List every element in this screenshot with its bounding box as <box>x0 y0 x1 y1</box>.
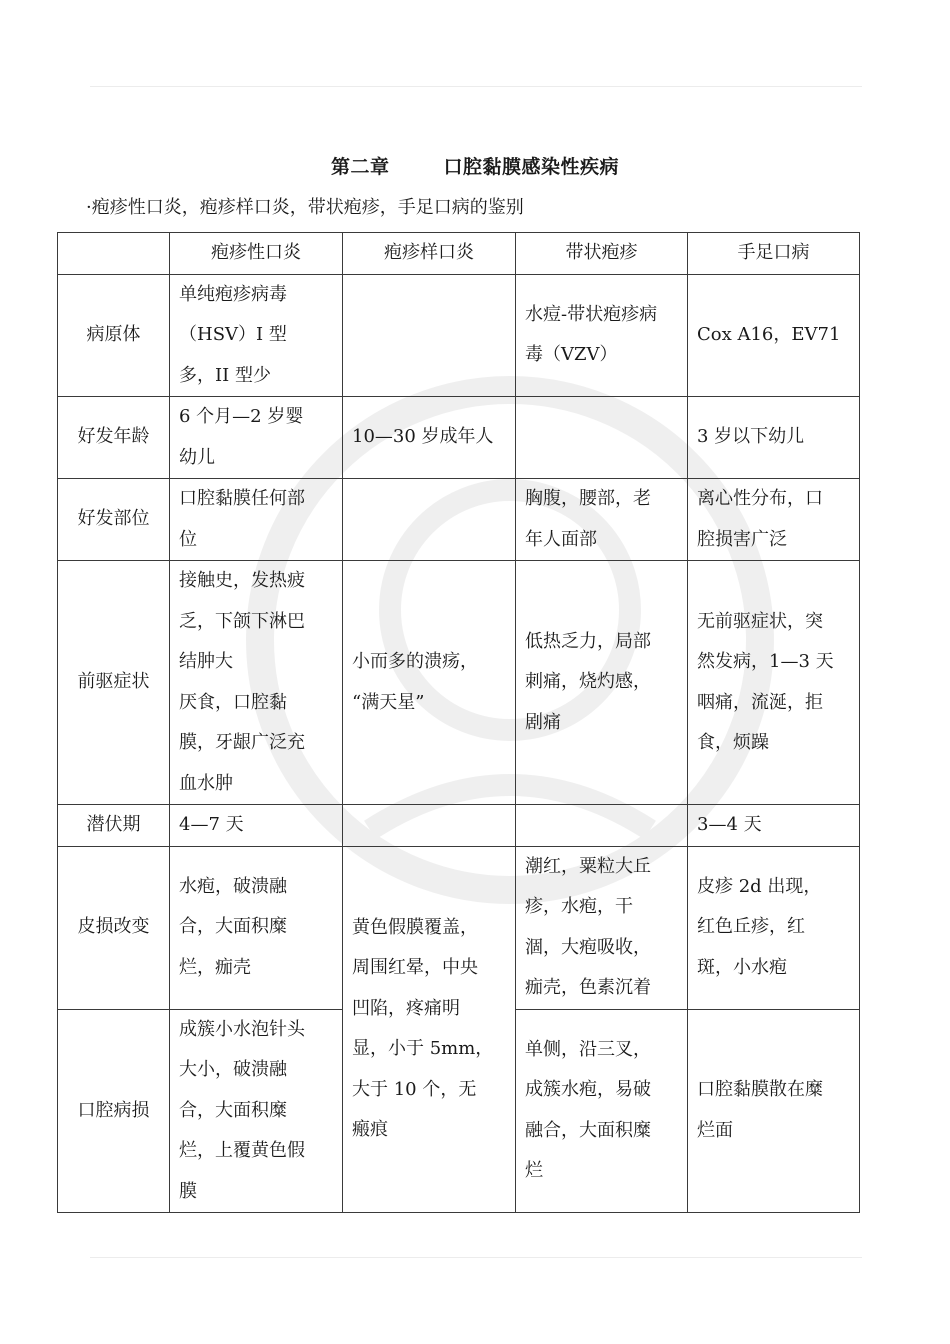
table-cell: 口腔黏膜任何部 位 <box>170 479 343 561</box>
table-cell <box>516 397 688 479</box>
table-cell: 10—30 岁成年人 <box>343 397 516 479</box>
table-cell: 皮疹 2d 出现， 红色丘疹，红 斑，小水疱 <box>688 846 860 1009</box>
comparison-table <box>57 232 860 1213</box>
table-row <box>58 479 860 561</box>
header-corner <box>58 233 170 275</box>
header-hfmd: 手足口病 <box>688 233 860 275</box>
table-cell: 3—4 天 <box>688 805 860 847</box>
table-cell: 口腔黏膜散在糜 烂面 <box>688 1009 860 1213</box>
row-label: 口腔病损 <box>58 1009 170 1213</box>
table-cell-merged: 黄色假膜覆盖， 周围红晕，中央 凹陷，疼痛明 显，小于 5mm， 大于 10 个，无 瘢痕 <box>343 846 516 1213</box>
header-rule <box>90 86 862 87</box>
table-cell: 离心性分布，口 腔损害广泛 <box>688 479 860 561</box>
table-cell: 3 岁以下幼儿 <box>688 397 860 479</box>
table-row <box>58 561 860 805</box>
header-herpetic: 疱疹性口炎 <box>170 233 343 275</box>
table-cell: 4—7 天 <box>170 805 343 847</box>
table-cell <box>516 805 688 847</box>
table-cell: Cox A16，EV71 <box>688 274 860 397</box>
table-cell: 潮红，粟粒大丘 疹，水疱，干 涸，大疱吸收， 痂壳，色素沉着 <box>516 846 688 1009</box>
table-cell <box>343 479 516 561</box>
table-cell: 接触史，发热疲 乏，下颌下淋巴 结肿大 厌食，口腔黏 膜，牙龈广泛充 血水肿 <box>170 561 343 805</box>
chapter-name: 口腔黏膜感染性疾病 <box>443 156 620 178</box>
chapter-number: 第二章 <box>330 156 390 178</box>
table-cell: 水疱，破溃融 合，大面积糜 烂，痂壳 <box>170 846 343 1009</box>
table-row <box>58 805 860 847</box>
table-cell: 成簇小水泡针头 大小，破溃融 合，大面积糜 烂，上覆黄色假 膜 <box>170 1009 343 1213</box>
table-row <box>58 397 860 479</box>
table-cell: 胸腹，腰部，老 年人面部 <box>516 479 688 561</box>
table-cell: 6 个月—2 岁婴 幼儿 <box>170 397 343 479</box>
table-cell <box>343 274 516 397</box>
row-label: 潜伏期 <box>58 805 170 847</box>
row-label: 前驱症状 <box>58 561 170 805</box>
row-label: 皮损改变 <box>58 846 170 1009</box>
table-cell: 无前驱症状，突 然发病，1—3 天 咽痛，流涎，拒 食，烦躁 <box>688 561 860 805</box>
header-herpetiform: 疱疹样口炎 <box>343 233 516 275</box>
table-row <box>58 274 860 397</box>
table-cell: 单纯疱疹病毒 （HSV）I 型 多，II 型少 <box>170 274 343 397</box>
row-label: 好发年龄 <box>58 397 170 479</box>
row-label: 好发部位 <box>58 479 170 561</box>
chapter-title <box>0 152 950 179</box>
intro-line: ·疱疹性口炎，疱疹样口炎，带状疱疹，手足口病的鉴别 <box>86 197 524 218</box>
table-row <box>58 846 860 1009</box>
footer-rule <box>90 1257 862 1258</box>
table-cell <box>343 805 516 847</box>
header-zoster: 带状疱疹 <box>516 233 688 275</box>
table-cell: 单侧，沿三叉， 成簇水疱，易破 融合，大面积糜 烂 <box>516 1009 688 1213</box>
table-cell: 水痘-带状疱疹病 毒（VZV） <box>516 274 688 397</box>
row-label: 病原体 <box>58 274 170 397</box>
table-header-row <box>58 233 860 275</box>
table-cell: 低热乏力，局部 刺痛，烧灼感， 剧痛 <box>516 561 688 805</box>
table-cell: 小而多的溃疡， “满天星” <box>343 561 516 805</box>
